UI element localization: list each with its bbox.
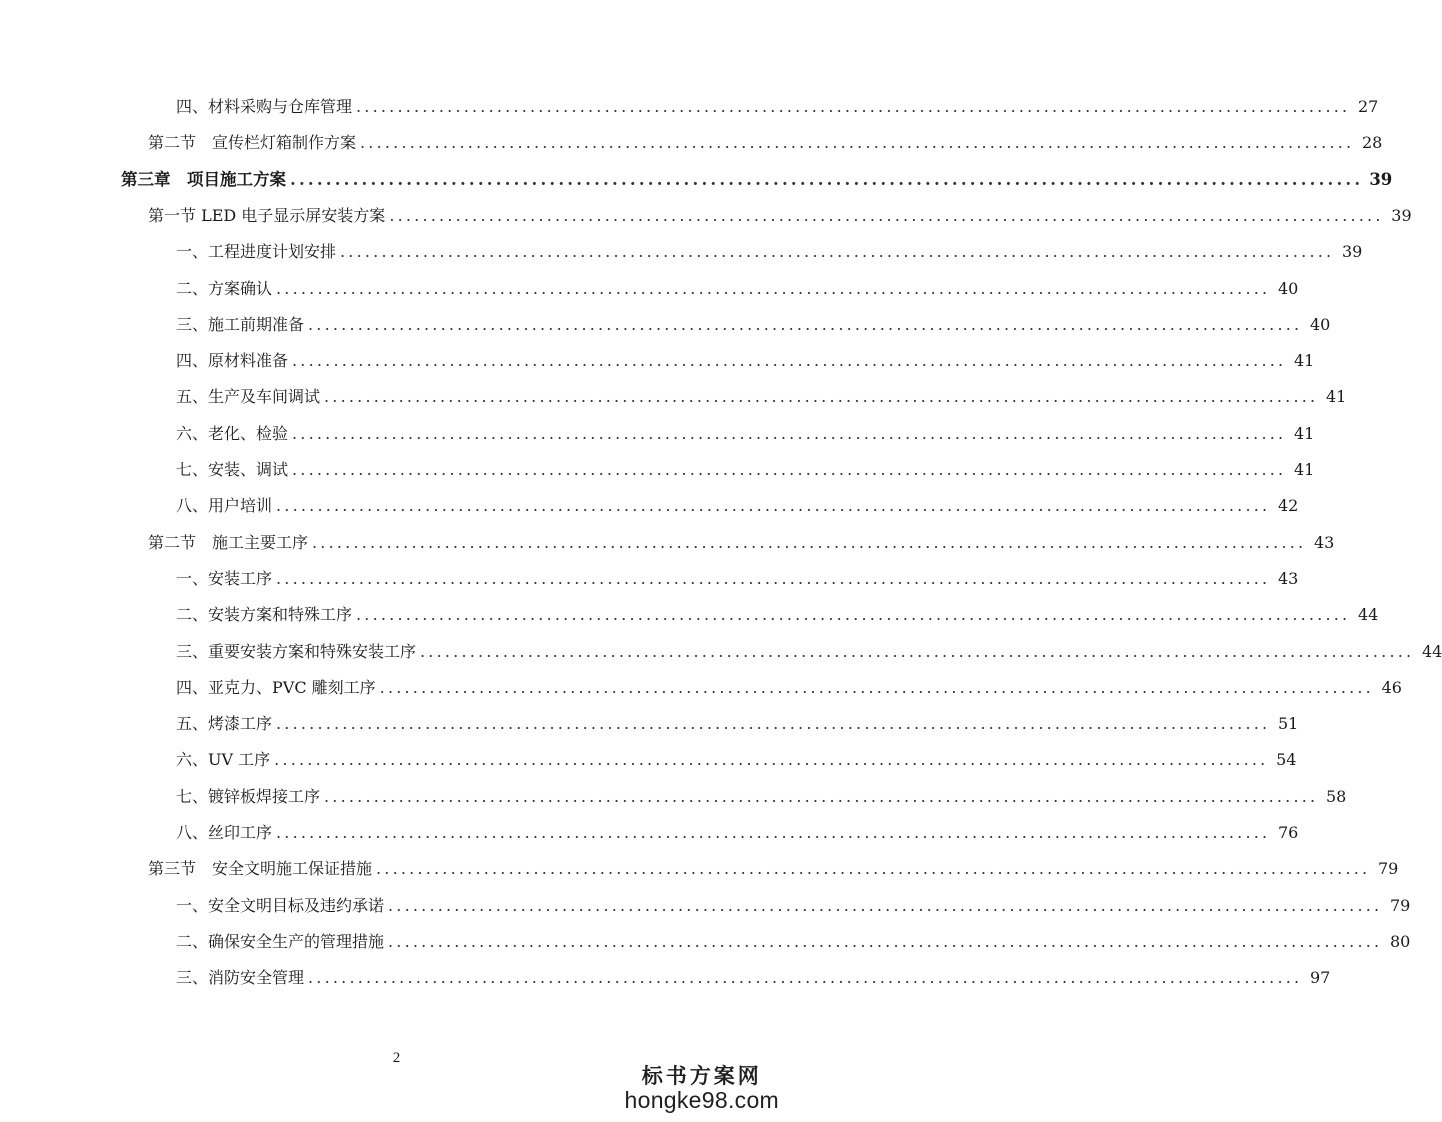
dot-leader: ........................................................................................................................ — [276, 714, 1271, 733]
toc-entry-page: 44 — [1421, 642, 1442, 661]
dot-leader: ........................................................................................................................ — [388, 932, 1383, 951]
toc-entry[interactable] — [176, 823, 1299, 843]
toc-entry-page: 79 — [1377, 859, 1399, 878]
dot-leader: ........................................................................................................................ — [308, 315, 1303, 334]
toc-entry-page: 54 — [1276, 750, 1297, 769]
toc-entry-label: 四、原材料准备 — [176, 351, 289, 370]
toc-entry-label: 七、安装、调试 — [176, 460, 289, 479]
toc-entry[interactable] — [176, 605, 1379, 625]
toc-entry-page: 44 — [1357, 605, 1379, 624]
toc-entry-page: 28 — [1361, 133, 1383, 152]
toc-entry-page: 41 — [1325, 387, 1347, 406]
toc-entry-label: 一、工程进度计划安排 — [176, 242, 337, 261]
toc-entry-page: 40 — [1309, 315, 1331, 334]
dot-leader: ........................................................................................................................ — [340, 242, 1335, 261]
toc-entry-label: 三、施工前期准备 — [176, 315, 305, 334]
watermark-url: hongke98.com — [624, 1087, 779, 1113]
dot-leader: ........................................................................................................................ — [324, 387, 1319, 406]
toc-entry[interactable] — [148, 859, 1399, 879]
toc-entry-page: 51 — [1277, 714, 1299, 733]
toc-entry[interactable] — [176, 242, 1363, 262]
toc-entry[interactable] — [176, 315, 1331, 335]
toc-entry[interactable] — [176, 932, 1411, 952]
dot-leader: ........................................................................................................................ — [389, 206, 1384, 225]
dot-leader: ........................................................................................................................ — [276, 496, 1271, 515]
toc-entry-label: 二、确保安全生产的管理措施 — [176, 932, 385, 951]
toc-entry-page: 41 — [1293, 351, 1315, 370]
toc-entry-page: 97 — [1309, 968, 1331, 987]
toc-entry-label: 第一节 LED 电子显示屏安装方案 — [148, 206, 386, 225]
toc-entry-page: 27 — [1357, 97, 1379, 116]
dot-leader: ........................................................................................................................ — [360, 133, 1355, 152]
dot-leader: ........................................................................................................................ — [308, 968, 1303, 987]
dot-leader: ........................................................................................................................ — [379, 678, 1374, 697]
toc-entry[interactable] — [176, 714, 1299, 734]
dot-leader: ........................................................................................................................ — [356, 605, 1351, 624]
toc-entry-page: 39 — [1341, 242, 1363, 261]
toc-entry[interactable] — [176, 424, 1315, 444]
toc-entry-label: 三、消防安全管理 — [176, 968, 305, 987]
dot-leader: ........................................................................................................................ — [324, 787, 1319, 806]
toc-entry[interactable] — [148, 206, 1412, 226]
toc-entry[interactable] — [176, 279, 1299, 299]
dot-leader: ........................................................................................................................ — [292, 351, 1287, 370]
dot-leader: ........................................................................................................................ — [276, 279, 1271, 298]
page-number: 2 — [392, 1050, 401, 1066]
toc-entry-label: 三、重要安装方案和特殊安装工序 — [176, 642, 417, 661]
toc-entry[interactable] — [176, 750, 1297, 770]
toc-entry[interactable] — [148, 533, 1335, 553]
dot-leader: ........................................................................................................................ — [290, 170, 1364, 189]
toc-entry[interactable] — [121, 170, 1393, 190]
toc-entry[interactable] — [176, 968, 1331, 988]
toc-entry-page: 41 — [1293, 424, 1315, 443]
toc-entry-page: 40 — [1277, 279, 1299, 298]
toc-entry-page: 39 — [1391, 206, 1412, 225]
toc-entry-page: 80 — [1389, 932, 1411, 951]
toc-entry-label: 四、亚克力、PVC 雕刻工序 — [176, 678, 376, 697]
toc-entry-label: 四、材料采购与仓库管理 — [176, 97, 353, 116]
toc-entry-label: 五、生产及车间调试 — [176, 387, 321, 406]
toc-entry[interactable] — [176, 642, 1442, 662]
dot-leader: ........................................................................................................................ — [292, 424, 1287, 443]
toc-entry-page: 41 — [1293, 460, 1315, 479]
toc-entry-label: 八、用户培训 — [176, 496, 273, 515]
toc-entry-label: 六、UV 工序 — [176, 750, 271, 769]
toc-entry[interactable] — [176, 896, 1411, 916]
toc-entry[interactable] — [176, 787, 1347, 807]
toc-entry-page: 58 — [1325, 787, 1347, 806]
watermark-logo — [625, 1060, 779, 1114]
toc-entry-page: 79 — [1389, 896, 1411, 915]
dot-leader: ........................................................................................................................ — [312, 533, 1307, 552]
toc-entry-page: 43 — [1277, 569, 1299, 588]
toc-entry-label: 五、烤漆工序 — [176, 714, 273, 733]
toc-entry-label: 六、老化、检验 — [176, 424, 289, 443]
toc-entry-label: 二、安装方案和特殊工序 — [176, 605, 353, 624]
toc-entry-label: 一、安全文明目标及违约承诺 — [176, 896, 385, 915]
toc-entry[interactable] — [176, 387, 1347, 407]
toc-entry-label: 第三节 安全文明施工保证措施 — [148, 859, 373, 878]
toc-entry-label: 第三章 项目施工方案 — [121, 170, 286, 189]
toc-entry-label: 七、镀锌板焊接工序 — [176, 787, 321, 806]
watermark-title: 标书方案网 — [641, 1063, 762, 1088]
dot-leader: ........................................................................................................................ — [292, 460, 1287, 479]
toc-entry-page: 42 — [1277, 496, 1299, 515]
toc-entry-page: 39 — [1369, 170, 1393, 189]
toc-entry[interactable] — [176, 569, 1299, 589]
dot-leader: ........................................................................................................................ — [356, 97, 1351, 116]
toc-entry[interactable] — [148, 133, 1383, 153]
toc-entry[interactable] — [176, 97, 1379, 117]
toc-entry-label: 一、安装工序 — [176, 569, 273, 588]
toc-entry-page: 43 — [1313, 533, 1335, 552]
dot-leader: ........................................................................................................................ — [276, 569, 1271, 588]
toc-entry-label: 八、丝印工序 — [176, 823, 273, 842]
toc-entry-page: 46 — [1381, 678, 1402, 697]
toc-entry[interactable] — [176, 351, 1315, 371]
toc-entry[interactable] — [176, 678, 1402, 698]
toc-entry[interactable] — [176, 460, 1315, 480]
toc-entry-label: 第二节 宣传栏灯箱制作方案 — [148, 133, 357, 152]
dot-leader: ........................................................................................................................ — [376, 859, 1371, 878]
dot-leader: ........................................................................................................................ — [420, 642, 1415, 661]
toc-entry-label: 二、方案确认 — [176, 279, 273, 298]
dot-leader: ........................................................................................................................ — [388, 896, 1383, 915]
toc-entry[interactable] — [176, 496, 1299, 516]
dot-leader: ........................................................................................................................ — [274, 750, 1269, 769]
toc-entry-page: 76 — [1277, 823, 1299, 842]
toc-entry-label: 第二节 施工主要工序 — [148, 533, 309, 552]
dot-leader: ........................................................................................................................ — [276, 823, 1271, 842]
